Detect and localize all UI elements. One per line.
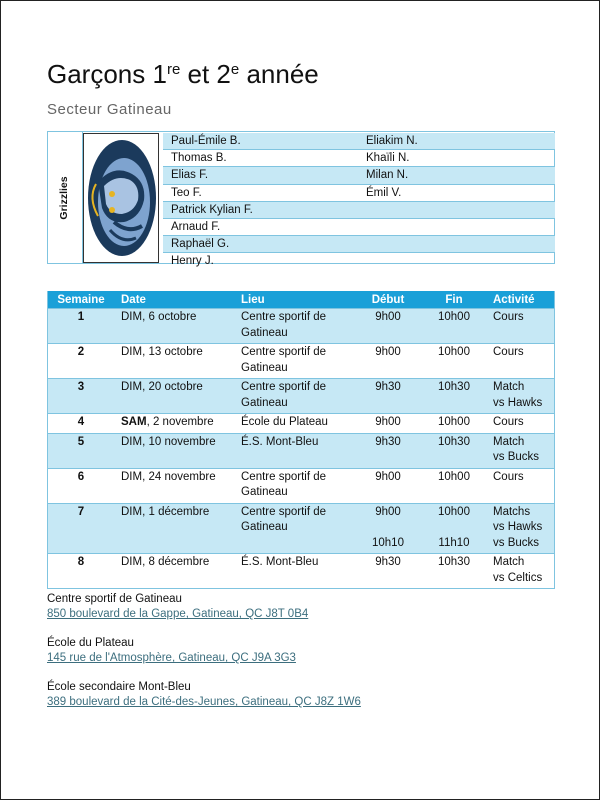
player-name: Eliakim N. [366,135,418,147]
activity-line: Matchs [493,505,531,518]
date-text: , 6 octobre [142,311,197,323]
date-text: , 2 novembre [146,416,214,428]
weekday: DIM [121,435,143,448]
activity [489,468,555,503]
schedule-row [48,554,555,589]
header-semaine: Semaine [48,291,115,309]
end-time-line: 11h10 [438,536,470,549]
activity-line: vs Bucks [493,451,540,463]
player-name: Henry J. [171,255,214,268]
date-text: , 24 novembre [142,470,216,483]
address-link[interactable]: 389 boulevard de la Cité-des-Jeunes, Gatineau, QC J8Z 1W6 [47,696,361,708]
grizzlies-logo [83,133,159,263]
header-debut: Début [357,291,419,309]
week-number: 6 [48,468,115,503]
activity-line: Cours [493,346,524,358]
activity [489,503,555,554]
location [237,344,357,379]
start-time-line: 9h30 [375,556,401,568]
activity-line: Match [493,381,525,393]
schedule-table [47,291,555,589]
schedule-row [48,433,555,468]
activity [489,554,555,589]
schedule-row [48,414,555,434]
week-number: 7 [48,503,115,554]
week-number: 3 [48,379,115,414]
page-subtitle: Secteur Gatineau [47,101,172,118]
address-name: École secondaire Mont-Bleu [47,681,191,693]
activity [489,344,555,379]
start-time-line: 9h00 [375,346,401,358]
schedule-body [48,309,555,589]
game-date [114,468,237,503]
location-line: Centre sportif de [241,311,327,323]
address-block-3 [47,681,361,708]
player-row [163,252,555,269]
location-line: Centre sportif de [241,346,327,358]
location-line: Gatineau [241,361,288,374]
header-fin: Fin [419,291,489,309]
activity-line: vs Hawks [493,396,543,409]
date-text: , 1 décembre [142,505,210,518]
address-block-2 [47,637,296,664]
page-title: Garçons 1re et 2e année [47,59,319,89]
player-list [163,133,555,270]
schedule-row [48,503,555,554]
game-date [114,414,237,434]
schedule-row [48,468,555,503]
week-number: 8 [48,554,115,589]
address-link[interactable]: 850 boulevard de la Gappe, Gatineau, QC J8T 0B4 [47,608,309,620]
start-time-line: 9h00 [375,416,401,428]
end-time-line: 10h00 [438,416,470,428]
weekday: DIM [121,346,143,358]
location-line: Gatineau [241,396,288,409]
end-time-line: 10h00 [438,311,470,323]
player-row [163,201,555,218]
player-row [163,133,555,149]
location [237,414,357,434]
location-line: Centre sportif de [241,381,327,393]
activity-line: Cours [493,416,524,428]
start-time [357,414,419,434]
end-time [419,344,489,379]
date-text: , 10 novembre [142,435,216,448]
game-date [114,309,237,344]
location-line: Centre sportif de [241,505,327,518]
game-date [114,379,237,414]
location-line: École du Plateau [241,416,328,428]
player-name: Paul-Émile B. [171,135,241,147]
game-date [114,503,237,554]
team-name-cell [48,132,83,263]
end-time-line: 10h00 [438,505,470,518]
activity-line: Cours [493,470,524,483]
header-activite: Activité [489,291,555,309]
activity [489,309,555,344]
schedule-row [48,379,555,414]
location [237,379,357,414]
address-name: Centre sportif de Gatineau [47,593,182,605]
weekday: DIM [121,556,143,568]
team-name: Grizzlies [58,176,70,220]
game-date [114,344,237,379]
location [237,503,357,554]
start-time-line: 10h10 [372,536,404,549]
end-time-line: 10h30 [438,381,470,393]
start-time-line [357,520,419,536]
weekday: DIM [121,470,143,483]
player-name: Elias F. [171,169,209,182]
player-name: Arnaud F. [171,220,221,233]
player-row [163,235,555,252]
end-time [419,503,489,554]
player-name: Patrick Kylian F. [171,203,253,216]
location-line [241,536,357,552]
address-name: École du Plateau [47,637,134,649]
player-name: Raphaël G. [171,238,230,251]
player-name: Thomas B. [171,152,227,165]
week-number: 4 [48,414,115,434]
start-time [357,309,419,344]
schedule-header-row [48,291,555,309]
weekday: DIM [121,311,143,323]
start-time-line: 9h00 [375,470,401,483]
week-number: 1 [48,309,115,344]
location-line: Gatineau [241,521,288,533]
start-time [357,503,419,554]
header-date: Date [114,291,237,309]
location-line: É.S. Mont-Bleu [241,556,319,568]
location-line: Gatineau [241,326,288,339]
schedule-row [48,309,555,344]
address-block-1 [47,593,308,620]
game-date [114,433,237,468]
team-roster [47,131,555,268]
activity-line: vs Bucks [493,536,540,549]
game-date [114,554,237,589]
activity [489,414,555,434]
activity-line: Match [493,556,525,568]
end-time-line: 10h00 [438,346,470,358]
end-time [419,554,489,589]
schedule-row [48,344,555,379]
weekday: DIM [121,505,143,518]
location-line: Gatineau [241,486,288,498]
location [237,554,357,589]
address-link[interactable]: 145 rue de l'Atmosphère, Gatineau, QC J9A 3G3 [47,652,296,664]
start-time-line: 9h30 [375,435,401,448]
player-name: Émil V. [366,186,402,199]
activity [489,433,555,468]
activity-line: vs Celtics [493,571,543,584]
player-name: Teo F. [171,186,202,199]
end-time-line: 10h00 [438,470,470,483]
activity-line: vs Hawks [493,521,543,533]
activity-line: Cours [493,311,524,323]
location [237,433,357,468]
end-time [419,414,489,434]
date-text: , 20 octobre [142,381,203,393]
end-time-line [419,520,489,536]
player-name: Khaïli N. [366,152,410,165]
end-time [419,468,489,503]
start-time [357,468,419,503]
end-time [419,433,489,468]
location-line: É.S. Mont-Bleu [241,435,319,448]
start-time-line: 9h30 [375,381,401,393]
activity [489,379,555,414]
start-time [357,554,419,589]
header-lieu: Lieu [237,291,357,309]
player-name: Milan N. [366,169,409,182]
end-time-line: 10h30 [438,435,470,448]
start-time [357,344,419,379]
start-time-line: 9h00 [375,311,401,323]
start-time [357,379,419,414]
weekday: SAM [121,416,147,428]
start-time [357,433,419,468]
date-text: , 13 octobre [142,346,203,358]
player-row [163,166,555,183]
player-row [163,149,555,166]
player-row [163,218,555,235]
end-time [419,309,489,344]
start-time-line: 9h00 [375,505,401,518]
weekday: DIM [121,381,143,393]
end-time [419,379,489,414]
week-number: 5 [48,433,115,468]
location-line: Centre sportif de [241,470,327,483]
location [237,309,357,344]
end-time-line: 10h30 [438,556,470,568]
location [237,468,357,503]
grizzlies-logo-icon [84,134,158,262]
date-text: , 8 décembre [142,556,210,568]
player-row [163,184,555,201]
activity-line: Match [493,435,525,448]
week-number: 2 [48,344,115,379]
